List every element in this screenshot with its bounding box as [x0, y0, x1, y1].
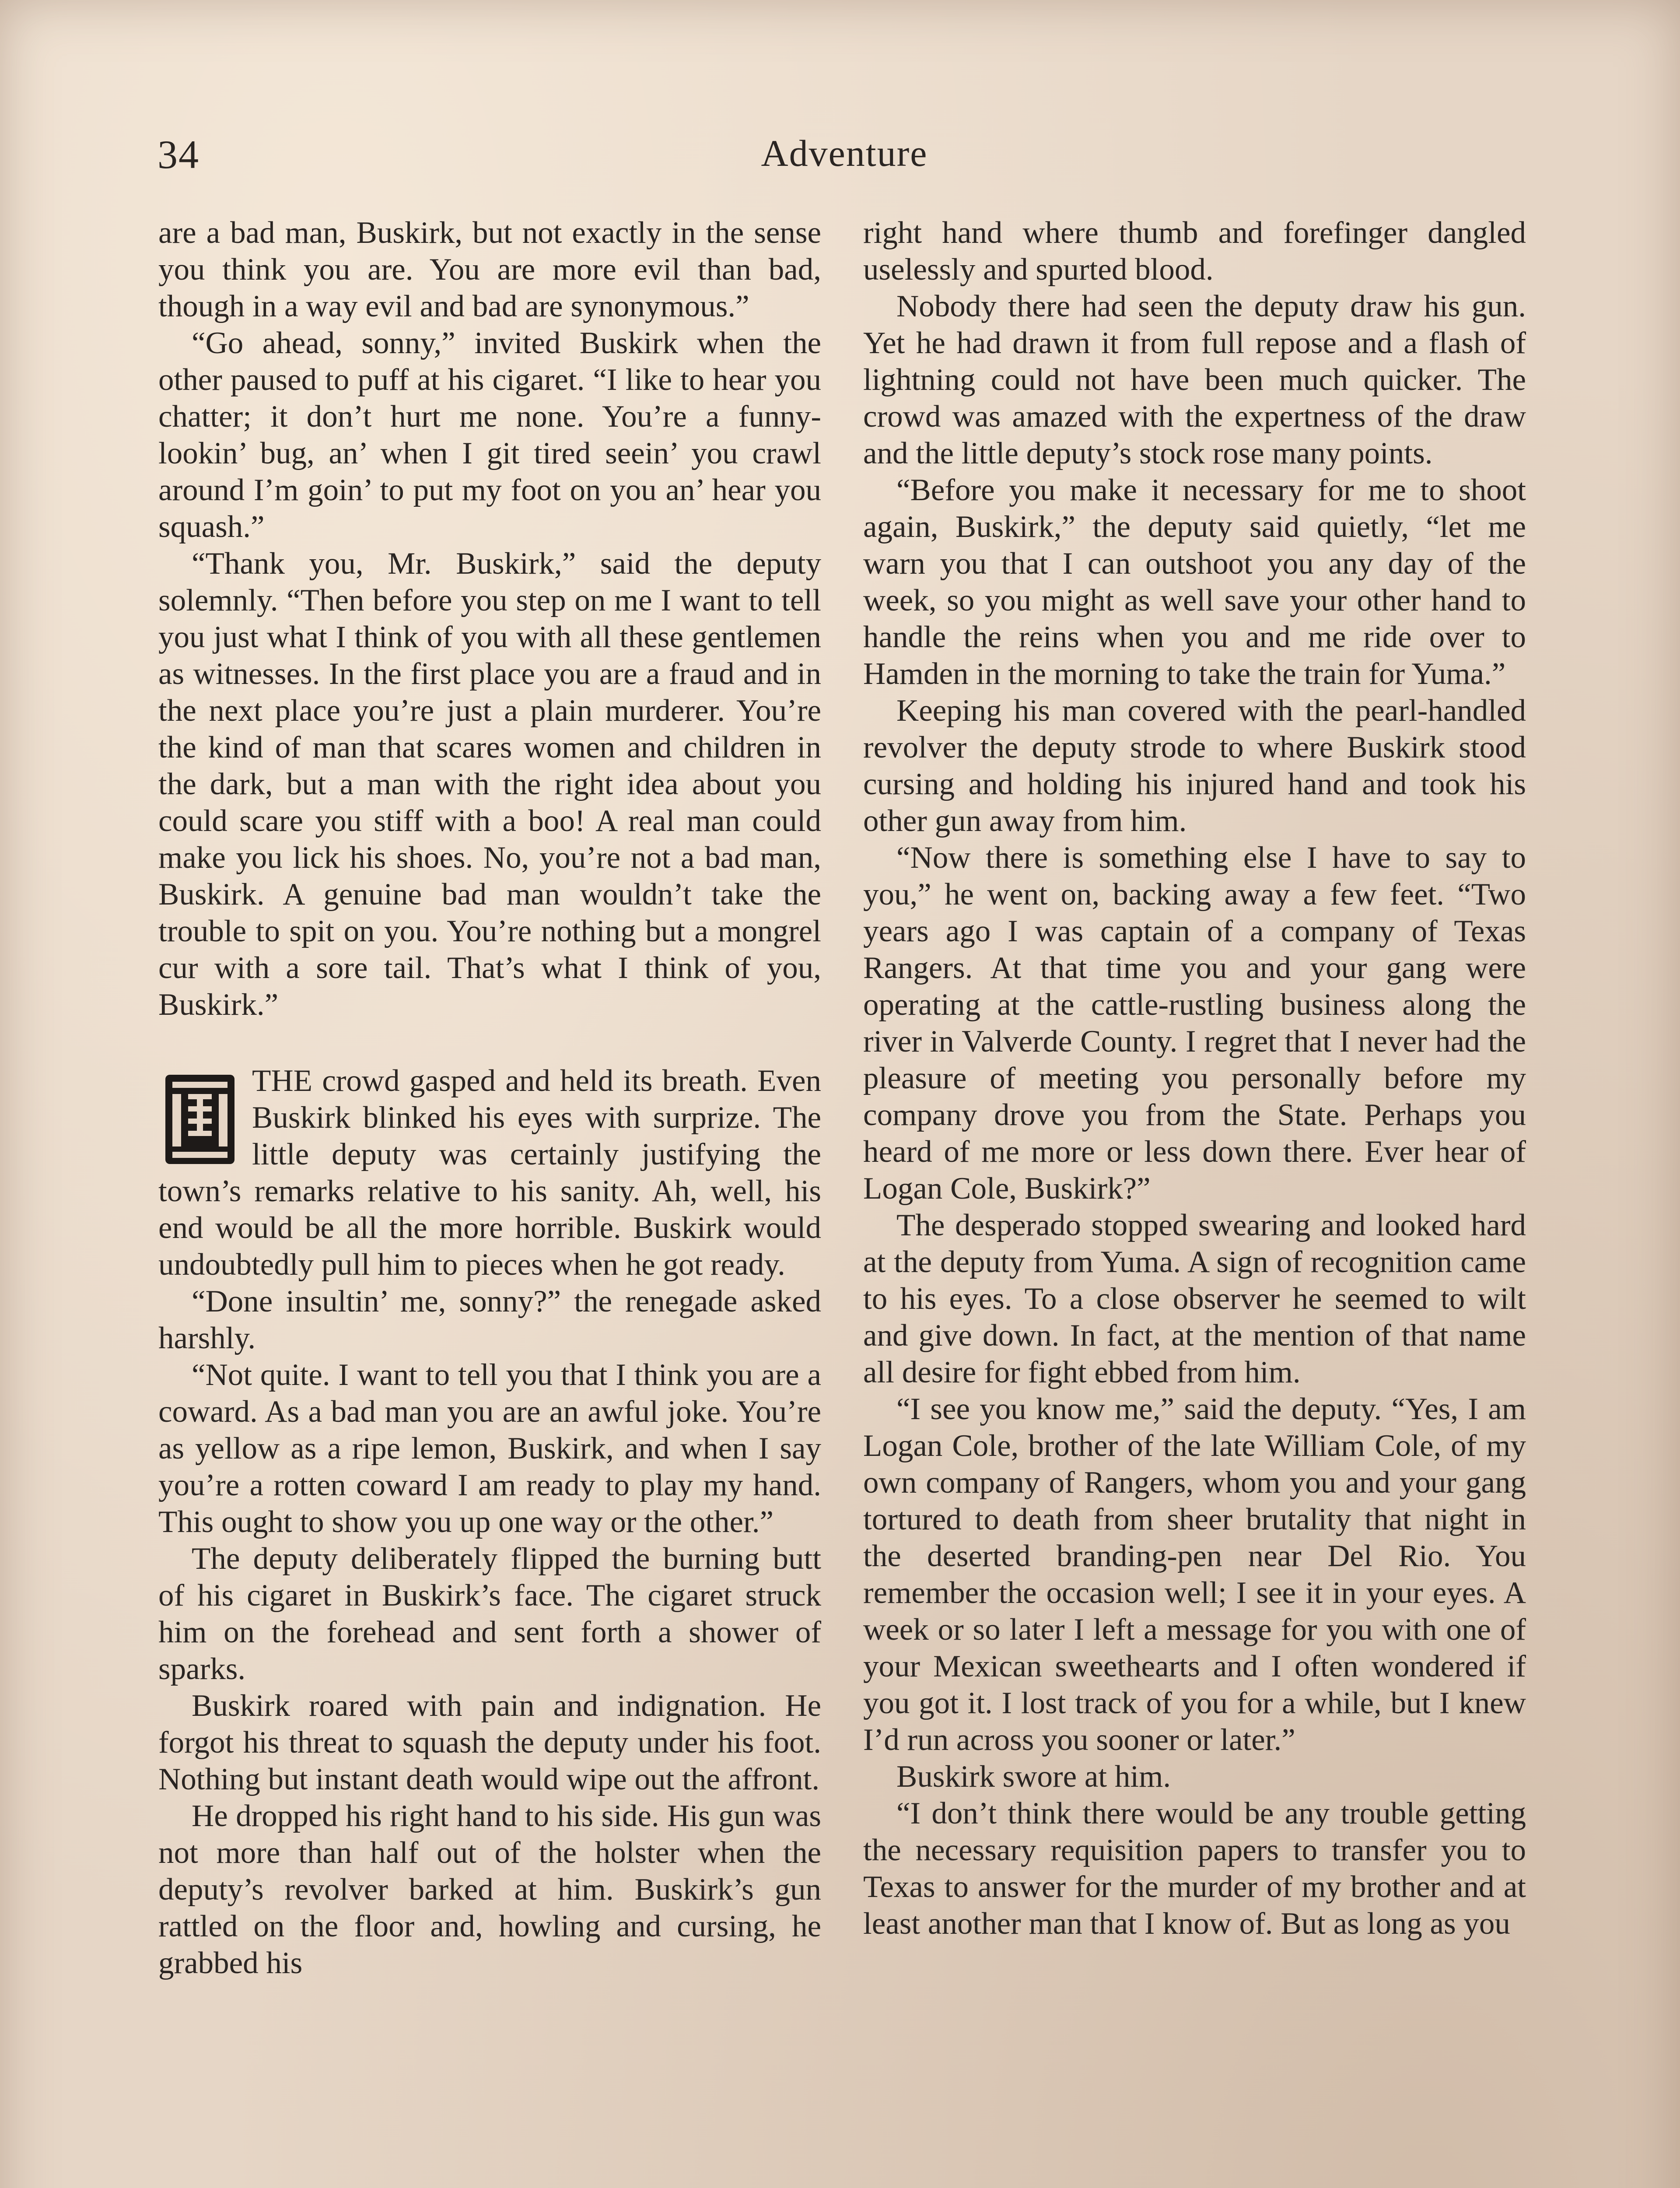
section-break [158, 1023, 821, 1062]
page-number: 34 [158, 132, 200, 177]
paragraph: “I don’t think there would be any trouble getting the necessary requisition papers to transfer you to Texas to answer for the murder of my brother and at least another man that I know of. But as long as you [863, 1796, 1526, 1941]
right-column [863, 214, 1526, 1942]
paragraph: right hand where thumb and forefinger dangled uselessly and spurted blood. [863, 216, 1526, 287]
drop-cap-ornament [158, 1067, 242, 1172]
paragraph: “Thank you, Mr. Buskirk,” said the deputy solemnly. “Then before you step on me I want to tell you just what I think of you with all these gentlemen as witnesses. In the first place you are a fraud and in the next place you’re just a plain murderer. You’re the kind of man that scares women and children in the dark, but a man with the right idea about you could scare you stiff with a boo! A real man could make you lick his shoes. No, you’re not a bad man, Buskirk. A genuine bad man wouldn’t take the trouble to spit on you. You’re nothing but a mongrel cur with a sore tail. That’s what I think of you, Buskirk.” [158, 547, 821, 1022]
paragraph: “I see you know me,” said the deputy. “Yes, I am Logan Cole, brother of the late William Cole, of my own company of Rangers, whom you and your gang tortured to death from sheer brutality that night in the deserted branding-pen near Del Rio. You remember the occasion well; I see it in your eyes. A week or so later I left a message for you with one of your Mexican sweethearts and I often wondered if you got it. I lost track of you for a while, but I knew I’d run across you sooner or later.” [863, 1392, 1526, 1757]
paragraph: “Done insultin’ me, sonny?” the renegade asked harshly. [158, 1284, 821, 1355]
paragraph: Buskirk roared with pain and indignation. He forgot his threat to squash the deputy under his foot. Nothing but instant death would wipe out the affront. [158, 1689, 821, 1796]
drop-cap-paragraph [158, 1062, 821, 1283]
paragraph: Nobody there had seen the deputy draw his gun. Yet he had drawn it from full repose and a flash of lightning could not have been much quicker. The crowd was amazed with the expertness of the draw and the little deputy’s stock rose many points. [863, 289, 1526, 470]
paragraph: He dropped his right hand to his side. His gun was not more than half out of the holster when the deputy’s revolver barked at him. Buskirk’s gun rattled on the floor and, howling and cursing, he grabbed his [158, 1799, 821, 1980]
paragraph: The desperado stopped swearing and looked hard at the deputy from Yuma. A sign of recognition came to his eyes. To a close observer he seemed to wilt and give down. In fact, at the mention of that name all desire for fight ebbed from him. [863, 1208, 1526, 1389]
page-header [158, 127, 1531, 184]
drop-cap-text: THE crowd gasped and held its breath. Even Buskirk blinked his eyes with surprize. The little deputy was certainly justifying the town’s remarks relative to his sanity. Ah, well, his end would be all the more horrible. Buskirk would undoubtedly pull him to pieces when he got ready. [158, 1064, 821, 1282]
paragraph: “Now there is something else I have to say to you,” he went on, backing away a few feet. “Two years ago I was captain of a company of Texas Rangers. At that time you and your gang were operating at the cattle-rustling business along the river in Valverde County. I regret that I never had the pleasure of meeting you personally before my company drove you from the State. Perhaps you heard of me more or less down there. Ever hear of Logan Cole, Buskirk?” [863, 841, 1526, 1206]
paragraph: Keeping his man covered with the pearl-handled revolver the deputy strode to where Buskirk stood cursing and holding his injured hand and took his other gun away from him. [863, 694, 1526, 838]
paragraph: “Before you make it necessary for me to shoot again, Buskirk,” the deputy said quietly, “let me warn you that I can outshoot you any day of the week, so you might as well save your other hand to handle the reins when you and me ride over to Hamden in the morning to take the train for Yuma.” [863, 473, 1526, 691]
paragraph: The deputy deliberately flipped the burning butt of his cigaret in Buskirk’s face. The cigaret struck him on the forehead and sent forth a shower of sparks. [158, 1542, 821, 1686]
paragraph: Buskirk swore at him. [896, 1760, 1171, 1794]
paragraph: “Go ahead, sonny,” invited Buskirk when the other paused to puff at his cigaret. “I like to hear you chatter; it don’t hurt me none. You’re a funny-lookin’ bug, an’ when I git tired seein’ you crawl around I’m goin’ to put my foot on you an’ hear you squash.” [158, 326, 821, 544]
paragraph: are a bad man, Buskirk, but not exactly in the sense you think you are. You are more evil than bad, though in a way evil and bad are synonymous.” [158, 216, 821, 323]
left-column [158, 214, 821, 1981]
paragraph: “Not quite. I want to tell you that I think you are a coward. As a bad man you are an awful joke. You’re as yellow as a ripe lemon, Buskirk, and when I say you’re a rotten coward I am ready to play my hand. This ought to show you up one way or the other.” [158, 1358, 821, 1539]
running-title: Adventure [761, 132, 928, 174]
